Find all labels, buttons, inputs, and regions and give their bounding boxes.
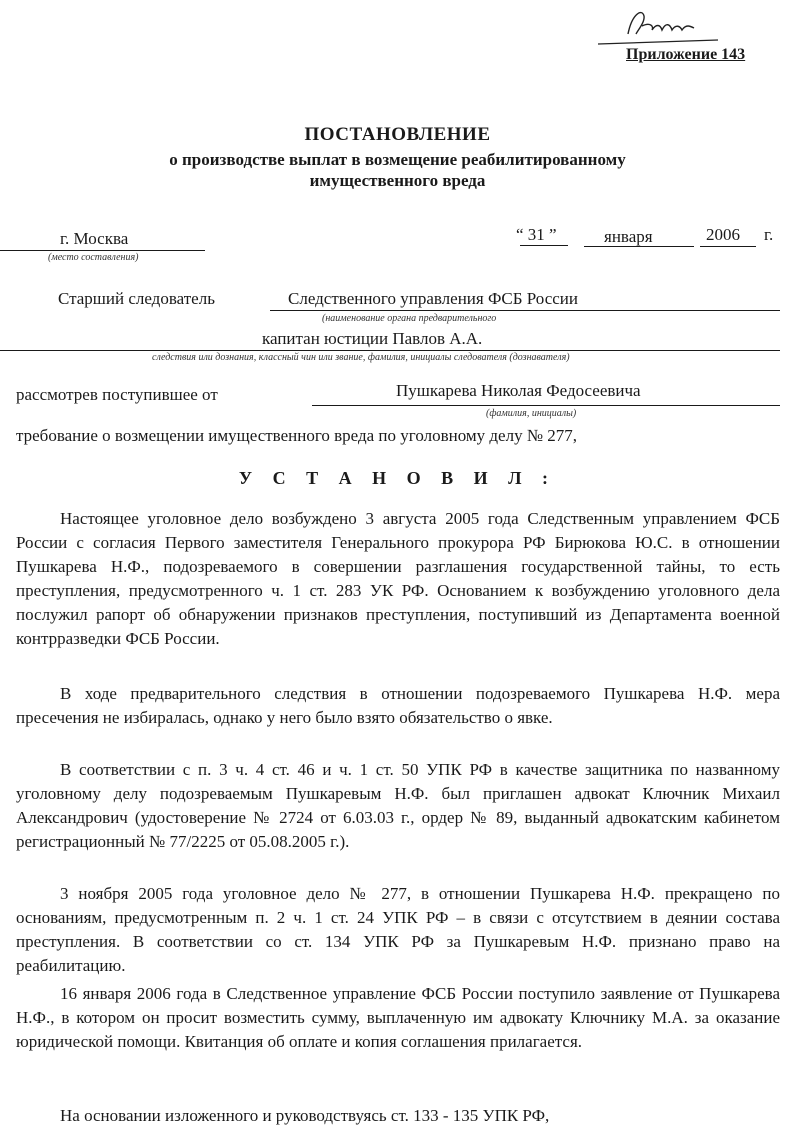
date-day-underline [520,245,568,246]
section-heading: У С Т А Н О В И Л : [238,468,557,488]
city-caption: (место составления) [48,252,139,263]
date-day: “ 31 ” [516,225,557,244]
claimant-caption: (фамилия, инициалы) [486,408,577,419]
date-year: 2006 [706,225,740,244]
received-label: рассмотрев поступившее от [16,385,218,404]
investigator-organ: Следственного управления ФСБ России [288,289,578,308]
document-title: ПОСТАНОВЛЕНИЕ [304,124,491,145]
date-year-suffix: г. [764,225,774,244]
document-subtitle-line2: имущественного вреда [309,171,486,190]
claimant-name: Пушкарева Николая Федосеевича [396,381,641,400]
claim-text: требование о возмещении имущественного вреда по уголовному делу № 277, [16,426,578,445]
claimant-underline [312,405,780,406]
paragraph-4: 3 ноября 2005 года уголовное дело № 277, в отношении Пушкарева Н.Ф. прекращено по основаниям, предусмотренным п. 2 ч. 1 ст. 24 УПК РФ – в связи с отсутствием в деянии состава преступления. В соответствии со ст. 134 УПК РФ за Пушкаревым Н.Ф. признано право на реабилитацию. [16,884,780,975]
document-subtitle-line1: о производстве выплат в возмещение реабилитированному [169,150,626,169]
organ-underline [270,310,780,311]
date-month: января [604,227,653,246]
paragraph-1: Настоящее уголовное дело возбуждено 3 августа 2005 года Следственным управлением ФСБ России с согласия Первого заместителя Генерального прокурора РФ Бирюкова Ю.С. в отношении Пушкарева Н.Ф., подозреваемого в совершении разглашения государственной тайны, то есть преступления, предусмотренного ч. 1 ст. 283 УК РФ. Основанием к возбуждению уголовного дела послужил рапорт об обнаружении признаков преступления, поступивший из Департамента военной контрразведки ФСБ России. [16,509,780,648]
signature [598,4,718,48]
paragraph-2: В ходе предварительного следствия в отношении подозреваемого Пушкарева Н.Ф. мера пресечения не избиралась, однако у него было взято обязательство о явке. [16,684,780,727]
person-underline [0,350,780,351]
paragraph-5: 16 января 2006 года в Следственное управление ФСБ России поступило заявление от Пушкарева Н.Ф., в котором он просит возместить сумму, выплаченную им адвокату Ключнику М.А. за оказание юридической помощи. Квитанция об оплате и копия соглашения прилагается. [16,984,780,1051]
city-underline [0,250,205,251]
appendix-number: Приложение 143 [626,46,746,63]
investigator-label: Старший следователь [58,289,215,308]
investigator-person: капитан юстиции Павлов А.А. [262,329,483,348]
organ-caption: (наименование органа предварительного [322,313,497,324]
paragraph-3: В соответствии с п. 3 ч. 4 ст. 46 и ч. 1 ст. 50 УПК РФ в качестве защитника по названному уголовному делу подозреваемым Пушкаревым Н.Ф. был приглашен адвокат Ключник Михаил Александрович (удостоверение № 2724 от 6.03.03 г., ордер № 89, выданный адвокатским кабинетом регистрационный № 77/2225 от 05.08.2005 г.). [16,760,780,851]
closing-line: На основании изложенного и руководствуясь ст. 133 - 135 УПК РФ, [60,1106,550,1125]
person-caption: следствия или дознания, классный чин или звание, фамилия, инициалы следователя (дознавателя) [152,352,570,363]
date-year-underline [700,246,756,247]
date-month-underline [584,246,694,247]
city-name: г. Москва [60,229,129,248]
